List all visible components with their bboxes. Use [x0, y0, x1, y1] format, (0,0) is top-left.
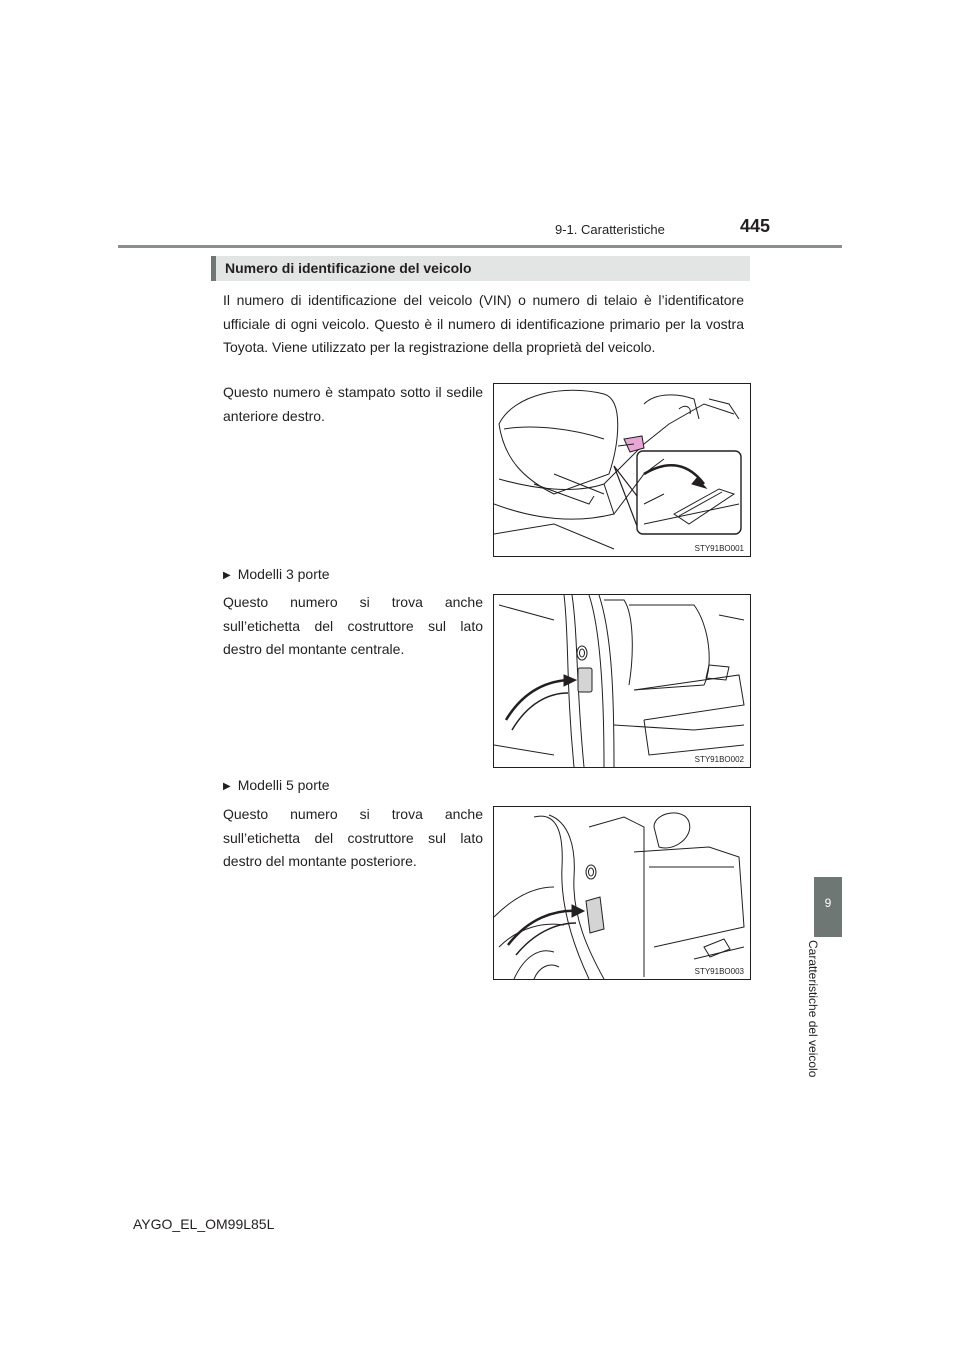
header-section-title: 9-1. Caratteristiche — [555, 222, 665, 237]
figure-center-pillar — [493, 594, 751, 768]
figure-front-seat — [493, 383, 751, 557]
section-heading-bar — [211, 256, 216, 281]
chapter-tab-number: 9 — [824, 896, 832, 910]
block1-text: Questo numero è stampato sotto il sedile anteriore destro. — [223, 384, 483, 424]
figure-code: STY91BO002 — [694, 755, 744, 764]
intro-paragraph: Il numero di identificazione del veicolo (VIN) o numero di telaio è l’identificatore ufficiale di ogni veicolo. Questo è il numero di identificazione primario per la vostra Toyota. Viene utilizzato per la registrazione della proprietà del veicolo. — [223, 292, 744, 355]
block3-text: Questo numero si trova anche sull’etichetta del costruttore sul lato destro del montante posteriore. — [223, 806, 483, 869]
page-number: 445 — [740, 216, 771, 236]
bullet-triangle-icon: ▶ — [223, 781, 231, 792]
footer-document-code: AYGO_EL_OM99L85L — [133, 1216, 275, 1232]
figure-code: STY91BO001 — [694, 544, 744, 553]
bullet-label: Modelli 3 porte — [237, 566, 330, 582]
bullet-label: Modelli 5 porte — [237, 777, 330, 793]
bullet-5-door — [223, 777, 330, 793]
bullet-triangle-icon: ▶ — [223, 570, 231, 581]
block2-text: Questo numero si trova anche sull’etichetta del costruttore sul lato destro del montante centrale. — [223, 594, 483, 657]
header-divider — [118, 245, 842, 248]
bullet-3-door — [223, 566, 330, 582]
section-heading-text: Numero di identificazione del veicolo — [225, 260, 472, 276]
figure-rear-pillar — [493, 806, 751, 980]
section-heading — [211, 256, 750, 281]
chapter-tab-label: Caratteristiche del veicolo — [806, 940, 820, 1078]
figure-code: STY91BO003 — [694, 967, 744, 976]
